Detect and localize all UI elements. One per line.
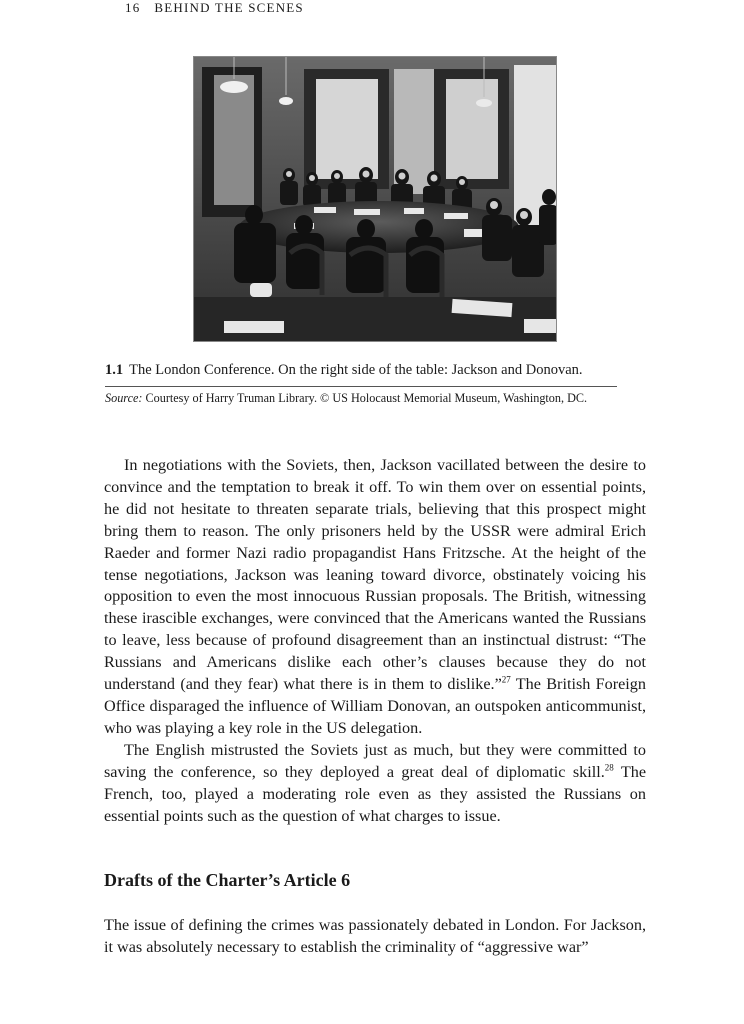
footnote-ref-27[interactable]: 27 bbox=[501, 674, 511, 685]
p2-part-2: The French, too, played a moderating role even as they assisted the Russians on essential points such as the question of what charges to issue. bbox=[104, 762, 646, 825]
body-text bbox=[104, 455, 646, 827]
p2-part-1: The English mistrusted the Soviets just as much, but they were committed to saving the conference, so they deployed a great deal of diplomatic skill. bbox=[104, 740, 646, 781]
p1-part-2: The British Foreign Office disparaged the influence of William Donovan, an outspoken anticommunist, who was playing a key role in the US delegation. bbox=[104, 675, 646, 737]
p1-part-1: In negotiations with the Soviets, then, Jackson vacillated between the desire to convince and the temptation to break it off. To win them over on essential points, he did not hesitate to threaten separate trials, believing that this prospect might bring them to reason. The only prisoners held by the USSR were admiral Erich Raeder and former Nazi radio propagandist Hans Fritzsche. At the height of the tense negotiations, Jackson was leaning toward divorce, obstinately voicing his opposition to even the most innocuous Russian proposals. The British, witnessing these irascible exchanges, were convinced that the Americans wanted the Russians to leave, less because of profound disagreement than an instinctual distrust: “The Russians and Americans dislike each other’s clauses because they do not understand (and they fear) what there is in them to dislike.” bbox=[104, 456, 646, 694]
paragraph-1 bbox=[104, 455, 646, 740]
page-number: 16 bbox=[125, 0, 141, 15]
section-body bbox=[104, 915, 646, 959]
source-text: Courtesy of Harry Truman Library. © US Holocaust Memorial Museum, Washington, DC. bbox=[145, 391, 588, 405]
running-head bbox=[125, 0, 304, 16]
caption-divider bbox=[105, 386, 617, 387]
source-label: Source: bbox=[105, 391, 143, 405]
figure-caption bbox=[105, 362, 617, 379]
figure-caption-text: The London Conference. On the right side of the table: Jackson and Donovan. bbox=[129, 362, 583, 378]
section-heading: Drafts of the Charter’s Article 6 bbox=[104, 870, 351, 890]
figure-source bbox=[105, 391, 617, 406]
paragraph-2 bbox=[104, 740, 646, 828]
figure-photo bbox=[193, 56, 557, 342]
footnote-ref-28[interactable]: 28 bbox=[604, 762, 614, 773]
running-title: BEHIND THE SCENES bbox=[154, 0, 304, 15]
section-paragraph: The issue of defining the crimes was passionately debated in London. For Jackson, it was absolutely necessary to establish the criminality of “aggressive war” bbox=[104, 916, 646, 956]
figure-number: 1.1 bbox=[105, 362, 124, 378]
